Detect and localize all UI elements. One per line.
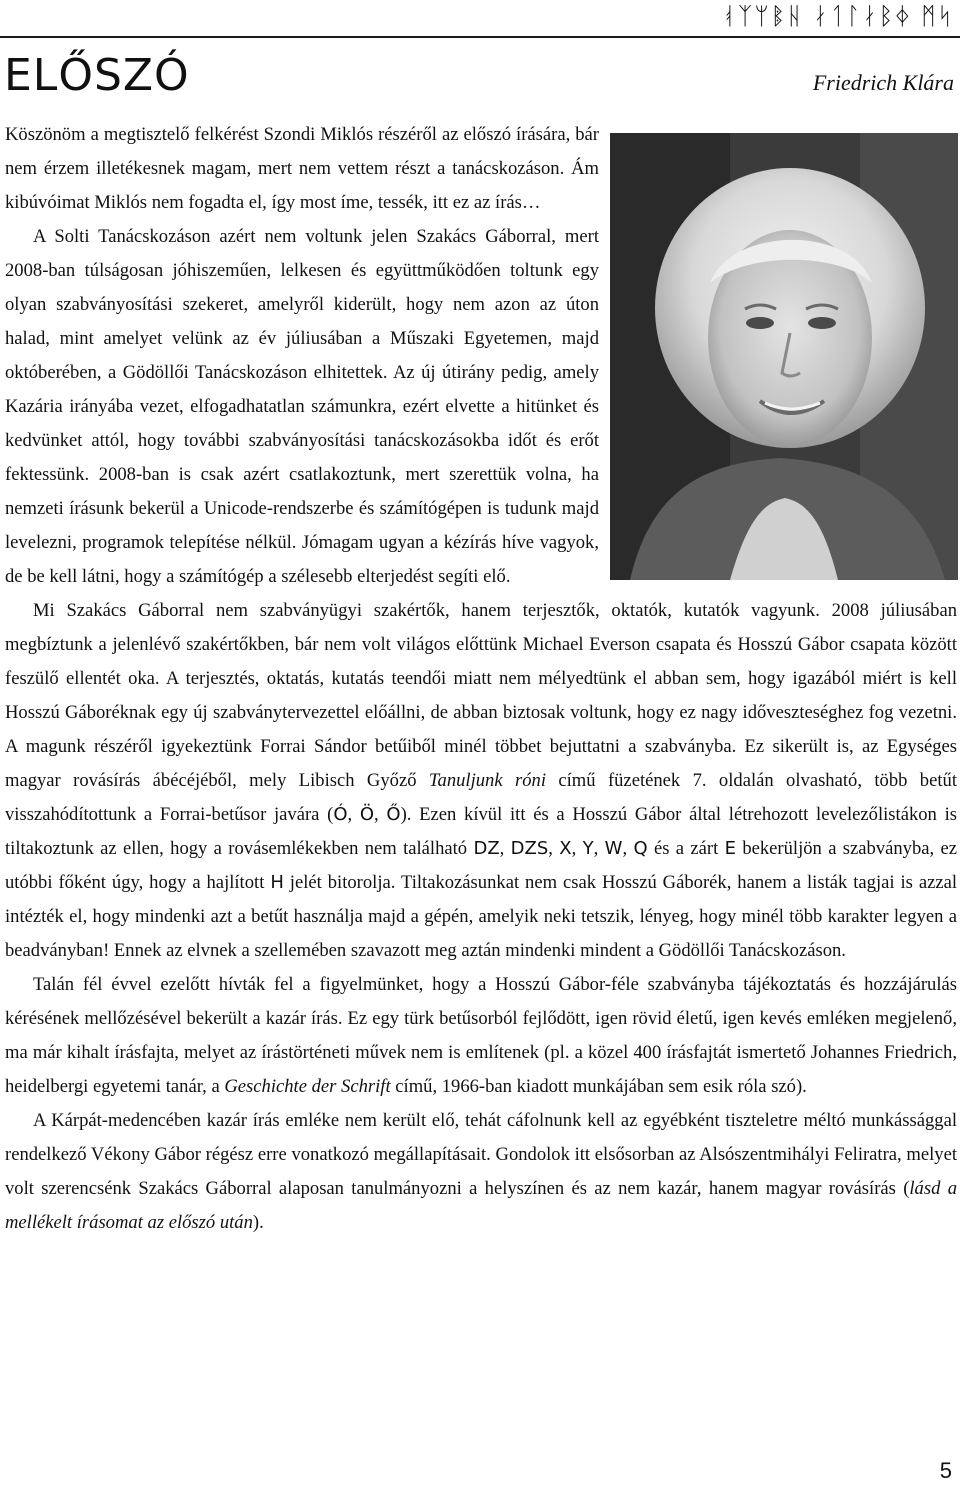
header-rule (0, 36, 960, 38)
article-body (5, 118, 957, 1240)
paragraph-kazar: Talán fél évvel ezelőtt hívták fel a figyelmünket, hogy a Hosszú Gábor-féle szabványba tájékoztatás és hozzájárulás kérésének mellőzésével bekerült a kazár írás. Ez egy türk betűsorból fejlődött, igen rövid életű, igen kevés emléken megjelenő, ma már kihalt írásfajta, melyet az írástörténeti művek nem is említenek (pl. a közel 400 írásfajtát ismertető Johannes Friedrich, heidelbergi egyetemi tanár, a Geschichte der Schrift című, 1966-ban kiadott munkájában sem esik róla szó). (5, 974, 957, 1097)
author-name: Friedrich Klára (812, 70, 954, 95)
book-title: Geschichte der Schrift (224, 1076, 391, 1097)
letter-x: X (559, 838, 572, 859)
runic-running-header: ᚮᛉᛘᛔᚺ ᛅᛐᛚᛅᛒᛄ ᛗᛋ (712, 2, 954, 30)
booklet-title: Tanuljunk róni (428, 770, 546, 791)
letter-dz: DZ (473, 838, 500, 859)
letter-h: H (270, 872, 284, 893)
paragraph-standardization: Mi Szakács Gáborral nem szabványügyi szakértők, hanem terjesztők, oktatók, kutatók vagyunk. 2008 júliusában megbíztunk a jelenlévő szakértőkben, bár nem volt világos előttünk Michael Everson csapata és Hosszú Gábor csapata között feszülő ellentét oka. A terjesztés, oktatás, kutatás teendői miatt nem mélyedtünk el abban sem, hogy igazából miért is kell Hosszú Gáboréknak egy új szabványtervezettel előállni, de abban biztosak voltunk, hogy ez nagy időveszteséghez fog vezetni. A magunk részéről igyekeztünk Forrai Sándor betűiből minél többet bejuttatni a szabványba. Ez sikerült is, az Egységes magyar rovásírás ábécéjéből, mely Libisch Győző Tanuljunk róni című füzetének 7. oldalán olvasható, több betűt visszahódítottunk a Forrai-betűsor javára (Ó, Ö, Ő). Ezen kívül itt és a Hosszú Gábor által létrehozott levelezőlistákon is tiltakoztunk az ellen, hogy a rovásemlékekben nem található DZ, DZS, X, Y, W, Q és a zárt E bekerüljön a szabványba, ez utóbbi főként úgy, hogy a hajlított H jelét bitorolja. Tiltakozásunkat nem csak Hosszú Gáborék, hanem a listák tagjai is azzal intézték el, hogy mindenki azt a betűt használja majd a gépén, amelyik neki tetszik, lényeg, hogy minél több karakter legyen a beadványban! Ennek az elvnek a szellemében szavazott meg aztán mindenki mindent a Gödöllői Tanácskozáson. (5, 600, 958, 961)
paragraph-carpathian: A Kárpát-medencében kazár írás emléke nem került elő, tehát cáfolnunk kell az egyébként tiszteletre méltó munkássággal rendelkező Vékony Gábor régész erre vonatkozó megállapításait. Gondolok itt elsősorban az Alsószentmihályi Feliratra, melyet volt szerencsénk Szakács Gáborral alaposan tanulmányozni a helyszínen és az nem kazár, hanem magyar rovásírás (lásd a mellékelt írásomat az előszó után). (5, 1110, 957, 1233)
letter-o-acute: Ó (333, 804, 348, 825)
letter-closed-e: E (724, 838, 736, 859)
cross-reference: lásd a mellékelt írásomat az előszó után (5, 1178, 957, 1233)
paragraph-solti: A Solti Tanácskozáson azért nem voltunk jelen Szakács Gáborral, mert 2008-ban túlságosan jóhiszeműen, lelkesen és együttműködően toltunk egy olyan szabványosítási szekeret, amelyről kiderült, hogy nem azon az úton halad, mint amelyet velünk az év júliusában a Műszaki Egyetemen, majd októberében, a Gödöllői Tanácskozáson elhitettek. Az új útirány pedig, amely Kazária irányába vezet, elfogadhatatlan számunkra, ezért elvette a hitünket és kedvünket attól, hogy további szabványosítási tanácskozásokba időt és erőt fektessünk. 2008-ban is csak azért csatlakoztunk, mert szerettük volna, ha nemzeti írásunk bekerül a Unicode-rendszerbe és számítógépen is tudunk majd levelezni, programok telepítése nélkül. Jómagam ugyan a kézírás híve vagyok, de be kell látni, hogy a számítógép a szélesebb elterjedést segíti elő. (5, 226, 599, 587)
paragraph-intro: Köszönöm a megtisztelő felkérést Szondi Miklós részéről az előszó írására, bár nem érzem illetékesnek magam, mert nem vettem részt a tanácskozáson. Ám kibúvóimat Miklós nem fogadta el, így most íme, tessék, itt ez az írás… (5, 124, 599, 213)
page-number: 5 (939, 1458, 952, 1483)
photo-float-spacer (611, 118, 957, 576)
letter-y: Y (582, 838, 594, 859)
letter-o-umlaut: Ö (359, 804, 375, 825)
letter-w: W (604, 838, 623, 859)
letter-dzs: DZS (510, 838, 549, 859)
letter-q: Q (633, 838, 648, 859)
letter-o-double-acute: Ő (386, 804, 401, 825)
article-title: ELŐSZÓ (4, 50, 190, 101)
